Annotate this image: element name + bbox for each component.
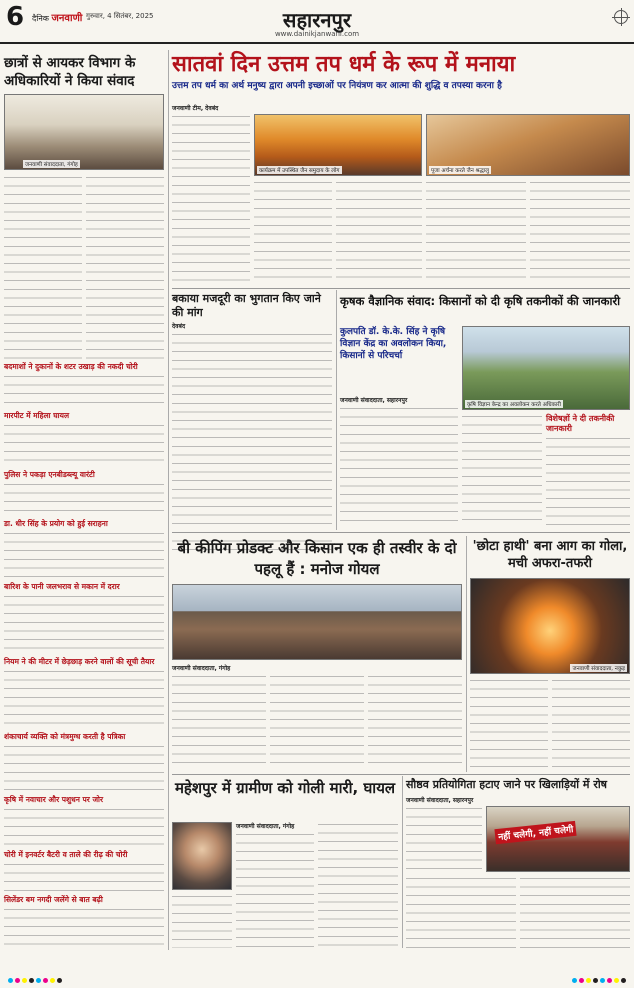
black-dot-icon [29,978,34,983]
left-body-col-1 [4,175,82,360]
page-number: 6 [6,2,25,32]
brief-body [4,744,164,792]
black-dot-icon [621,978,626,983]
column-rule [466,536,467,772]
column-rule [336,290,337,530]
left-headline: छात्रों से आयकर विभाग के अधिकारियों ने किया संवाद [4,55,136,89]
sausthav-headline: सौष्ठव प्रतियोगिता हटाए जाने पर खिलाड़ियों में रोष [406,778,608,791]
color-dots-right [572,978,626,986]
brief-heading-1: बदमाशों ने दुकानों के शटर उखाड़ की नकदी चोरी [4,362,138,371]
mahesh-body-col-1 [236,832,314,948]
krishi-photo [462,326,630,410]
lead-body-col-3 [336,180,422,284]
brief-body [4,594,164,654]
mahesh-headline: महेशपुर में ग्रामीण को गोली मारी, घायल [174,779,396,797]
sausthav-body-col-1 [406,806,482,872]
mahesh-body-col-0 [172,894,232,948]
brief-heading-2: मारपीट में महिला घायल [4,411,70,420]
mahesh-story [172,778,398,798]
left-body-col-2 [86,175,164,360]
left-story-photo [4,94,164,170]
goyal-body-col-2 [270,674,364,770]
krishi-subhead-box [340,326,458,362]
brief-heading-9: चोरी में इनवर्टर बैटरी व ताले की रीढ़ की चोरी [4,850,128,859]
goyal-photo [172,584,462,660]
cyan-dot-icon [600,978,605,983]
column-rule [168,50,169,950]
bakaya-body [172,332,332,552]
black-dot-icon [593,978,598,983]
sidebar-body [546,436,630,526]
brief-body [4,423,164,467]
city-title: सहारनपुर [282,8,352,32]
protest-placard: नहीं चलेगी, नहीं चलेगी [494,821,577,844]
lead-body-col-5 [530,180,630,284]
goyal-body-col-1 [172,674,266,770]
section-rule [172,532,630,533]
yellow-dot-icon [22,978,27,983]
lead-body-col-2b [254,180,332,284]
yellow-dot-icon [50,978,55,983]
sidebar-story [546,414,630,526]
lead-photo-caption-2: पूजा अर्चना करते जैन श्रद्धालु [431,168,489,174]
bakaya-headline: बकाया मजदूरी का भुगतान किए जाने की मांग [172,292,321,319]
print-color-bar [0,976,634,988]
krishi-body-col-2 [462,414,542,526]
brief-body [4,374,164,408]
lead-byline: जनवाणी टीम, देवबंद [172,105,219,112]
brief-heading-4: डा. धीर सिंह के प्रयोग को हुई सराहना [4,519,108,528]
goyal-headline: बी कीपिंग प्रोडक्ट और किसान एक ही तस्वीर के दो पहलू हैं : मनोज गोयल [177,539,457,578]
brief-heading-10: सिलेंडर बम नगदी जलेंगे से बात बढ़ी [4,895,103,904]
hathi-body-col-1 [470,678,548,770]
mahesh-byline: जनवाणी संवाददाता, गंगोह [236,823,295,830]
sausthav-story [406,778,630,792]
brief-heading-7: शंकाचार्य व्यक्ति को मंत्रमुग्ध करती है पत्रिका [4,732,126,741]
lead-photo-2 [426,114,630,176]
mahesh-body-col-2 [318,822,398,948]
column-rule [402,776,403,948]
sausthav-body-col-2 [406,876,516,948]
hathi-story [470,538,630,572]
goyal-body-col-3 [368,674,462,770]
lead-story [172,52,630,92]
bakaya-story [172,292,332,552]
lead-body-col-1 [172,114,250,284]
briefs-column [4,362,164,948]
magenta-dot-icon [15,978,20,983]
krishi-byline: जनवाणी संवाददाता, सहारनपुर [340,397,408,404]
yellow-dot-icon [614,978,619,983]
cyan-dot-icon [572,978,577,983]
brief-body [4,669,164,729]
lead-deck: उत्तम तप धर्म का अर्थ मनुष्य द्वारा अपनी इच्छाओं पर नियंत्रण कर आत्मा की शुद्धि व तपस्या करना है [172,81,502,91]
brief-heading-3: पुलिस ने पकड़ा एनबीडब्ल्यू वारंटी [4,470,95,479]
black-dot-icon [57,978,62,983]
lead-photo-1 [254,114,422,176]
brief-body [4,862,164,892]
hathi-body-col-2 [552,678,630,770]
magenta-dot-icon [607,978,612,983]
sausthav-body-col-3 [520,876,630,948]
section-rule [172,288,630,289]
yellow-dot-icon [586,978,591,983]
krishi-subhead: कुलपति डॉ. के.के. सिंह ने कृषि विज्ञान केंद्र का अवलोकन किया, किसानों से परिचर्चा [340,327,447,361]
bakaya-byline: देवबंद [172,323,186,330]
krishi-photo-caption: कृषि विज्ञान केन्द्र का अवलोकन करते अधिकारी [467,402,561,408]
sausthav-photo [486,806,630,872]
brief-heading-8: कृषि में नवाचार और पशुधन पर जोर [4,795,104,804]
website-url[interactable]: www.dainikjanwani.com [274,30,360,38]
brief-body [4,807,164,847]
mahesh-photo [172,822,232,890]
magenta-dot-icon [579,978,584,983]
brief-body [4,531,164,579]
sausthav-byline: जनवाणी संवाददाता, सहारनपुर [406,797,474,804]
hathi-headline: 'छोटा हाथी' बना आग का गोला, मची अफरा-तफरी [472,539,628,571]
issue-date: गुरुवार, 4 सितंबर, 2025 [86,12,154,20]
goyal-story [172,538,462,580]
krishi-body-col-1 [340,406,458,526]
left-photo-caption: जनवाणी संवाददाता, गंगोह [25,162,78,168]
sidebar-headline: विशेषज्ञों ने दी तकनीकी जानकारी [546,414,615,433]
brief-heading-6: नियम ने की मीटर में छेड़छाड़ करने वालों की सूची तैयार [4,657,155,666]
brief-body [4,907,164,947]
paper-name: दैनिक जनवाणी [32,13,83,24]
registration-mark-icon [614,10,628,24]
brief-body [4,482,164,516]
lead-body-col-4 [426,180,526,284]
magenta-dot-icon [43,978,48,983]
cyan-dot-icon [36,978,41,983]
left-story [4,54,164,90]
cyan-dot-icon [8,978,13,983]
masthead [0,0,634,44]
section-rule [172,774,630,775]
krishi-story [340,294,630,309]
hathi-photo [470,578,630,674]
lead-headline: सातवां दिन उत्तम तप धर्म के रूप में मनाया [172,52,516,77]
lead-photo-caption-1: कार्यक्रम में उपस्थित जैन समुदाय के लोग [259,168,340,174]
brief-heading-5: बारिश के पानी जलभराव से मकान में दरार [4,582,120,591]
krishi-headline: कृषक वैज्ञानिक संवाद: किसानों को दी कृषि तकनीकों की जानकारी [340,294,621,308]
hathi-photo-caption: जनवाणी संवाददाता, नकुड़ [572,666,625,672]
color-dots-left [8,978,62,986]
goyal-byline: जनवाणी संवाददाता, गंगोह [172,665,231,672]
